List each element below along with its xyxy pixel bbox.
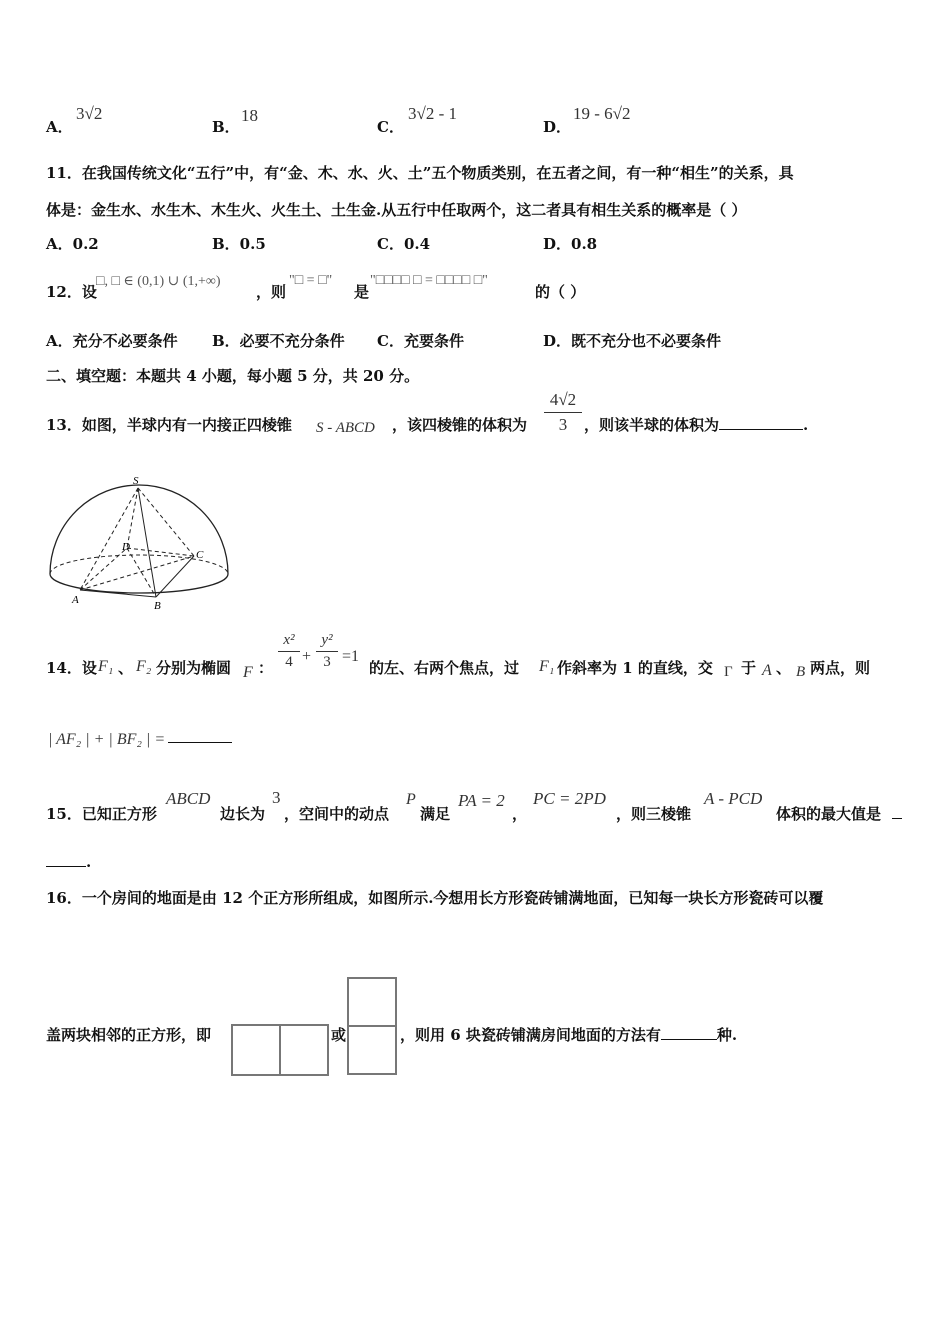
q15-mid1: 边长为 — [220, 805, 266, 823]
q15-length: 3 — [272, 788, 281, 807]
q14-a: A — [762, 662, 772, 679]
q13-volume-numerator: 4√2 — [549, 390, 577, 409]
q15-comma: ， — [512, 805, 528, 823]
q15-answer-blank-tail — [892, 818, 902, 819]
q14-mid2: 的左、右两个焦点，过 — [369, 659, 520, 677]
q13-volume-denominator: 3 — [558, 415, 568, 434]
label-c: C — [196, 549, 204, 561]
q10-option-b-value: 18 — [241, 106, 258, 125]
q14-expression: | AF₂ | + | BF₂ | = — [48, 731, 166, 748]
q11-option-c: C．0.4 — [377, 235, 431, 253]
q15-continued: . — [46, 853, 91, 871]
q14-x-numerator: x² — [283, 632, 295, 648]
q14-mid4: 于 — [741, 659, 757, 677]
q15-cond1: PA = 2 — [458, 791, 505, 810]
q16-answer-blank[interactable] — [661, 1039, 717, 1040]
q10-option-b-label: B． — [212, 118, 240, 136]
q14-x-denominator: 4 — [285, 654, 293, 670]
q11-option-a: A．0.2 — [46, 235, 99, 253]
q15-mid3: 满足 — [420, 805, 451, 823]
q10-option-c-label: C． — [377, 118, 404, 136]
q13-prefix: 13．如图，半球内有一内接正四棱锥 — [46, 416, 292, 434]
q15-point-p: P — [406, 791, 416, 808]
q12-quote1: "□ = □" — [289, 273, 333, 288]
q10-option-c-value: 3√2 - 1 — [408, 104, 457, 123]
q10-option-a-value: 3√2 — [76, 104, 103, 123]
q12-option-a: A．充分不必要条件 — [46, 332, 178, 350]
q13-volume-fraction — [544, 390, 582, 435]
q12-option-d: D．既不充分也不必要条件 — [543, 332, 722, 350]
q16-stem-line2a: 盖两块相邻的正方形，即 — [46, 1026, 212, 1044]
q16-stem-line2b: ，则用 6 块瓷砖铺满房间地面的方法有 种. — [400, 1026, 738, 1044]
q12-suffix: 的（ ） — [535, 283, 586, 301]
q11-stem-line2: 体是：金生水、水生木、木生火、火生土、土生金.从五行中任取两个，这二者具有相生关系的概率是（ ） — [46, 201, 747, 219]
q14-answer-blank[interactable] — [168, 742, 232, 743]
q10-option-a-label: A． — [46, 118, 73, 136]
q12-quote2: "□□□□ □ = □□□□ □" — [370, 273, 488, 288]
q14-plus: + — [302, 648, 312, 665]
label-d: D — [122, 541, 130, 553]
horizontal-tile-figure — [231, 1024, 329, 1076]
q12-option-c: C．充要条件 — [377, 332, 464, 350]
q12-condition: □, □ ∈ (0,1) ∪ (1,+∞) — [96, 274, 221, 289]
q14-mid3: 作斜率为 1 的直线，交 — [557, 659, 713, 677]
q13-answer-blank[interactable] — [719, 429, 803, 430]
q14-y-numerator: y² — [321, 632, 333, 648]
q12-mid2: 是 — [354, 283, 370, 301]
q16-stem-line1: 16．一个房间的地面是由 12 个正方形所组成，如图所示.今想用长方形瓷砖铺满地面，已知每一块长方形瓷砖可以覆 — [46, 889, 824, 907]
q14-y-fraction — [316, 632, 338, 671]
label-b: B — [154, 600, 161, 612]
q13-mid: ，该四棱锥的体积为 — [392, 416, 528, 434]
q15-suffix: 体积的最大值是 — [776, 805, 882, 823]
label-s: S — [133, 475, 139, 487]
q12-mid1: ，则 — [256, 283, 287, 301]
q14-y-denominator: 3 — [323, 654, 331, 670]
q11-option-b: B．0.5 — [212, 235, 266, 253]
q13-pyramid: S - ABCD — [316, 420, 375, 436]
vertical-tile-figure — [347, 977, 397, 1075]
label-a: A — [72, 594, 79, 606]
q14-f1b: F₁ — [539, 658, 555, 675]
q10-option-d-value: 19 - 6√2 — [573, 104, 631, 123]
q15-cond2: PC = 2PD — [533, 789, 606, 808]
q15-tetrahedron: A - PCD — [704, 789, 763, 808]
q14-colon: ： — [258, 659, 274, 677]
q11-option-d: D．0.8 — [543, 235, 598, 253]
q12-prefix: 12．设 — [46, 283, 97, 301]
q15-mid2: ，空间中的动点 — [284, 805, 390, 823]
q14-mid1: 分别为椭圆 — [156, 659, 232, 677]
q14-f1: F₁ — [98, 658, 114, 675]
q14-sep2: 、 — [776, 659, 792, 677]
q14-rhs: =1 — [342, 648, 360, 665]
q15-mid4: ，则三棱锥 — [616, 805, 692, 823]
q14-b: B — [796, 664, 806, 680]
hemisphere-figure — [44, 472, 234, 612]
q14-gamma: F — [243, 664, 253, 681]
q14-suffix: 两点，则 — [810, 659, 871, 677]
q14-prefix: 14．设 — [46, 659, 97, 677]
q14-gamma2: Γ — [724, 664, 733, 680]
q15-prefix: 15．已知正方形 — [46, 805, 157, 823]
section-heading: 二、填空题：本题共 4 小题，每小题 5 分，共 20 分。 — [46, 367, 420, 385]
q14-sep: 、 — [118, 659, 134, 677]
q14-x-fraction — [278, 632, 300, 671]
q15-answer-blank[interactable] — [46, 866, 86, 867]
q16-or: 或 — [331, 1026, 347, 1044]
q11-stem-line1: 11．在我国传统文化“五行”中，有“金、木、水、火、土”五个物质类别，在五者之间，有一种“相生”的关系，具 — [46, 164, 794, 182]
q14-f2: F₂ — [136, 658, 152, 675]
q15-square: ABCD — [166, 789, 211, 808]
q13-suffix: ，则该半球的体积为 . — [584, 416, 809, 434]
q12-option-b: B．必要不充分条件 — [212, 332, 345, 350]
q10-option-d-label: D． — [543, 118, 572, 136]
